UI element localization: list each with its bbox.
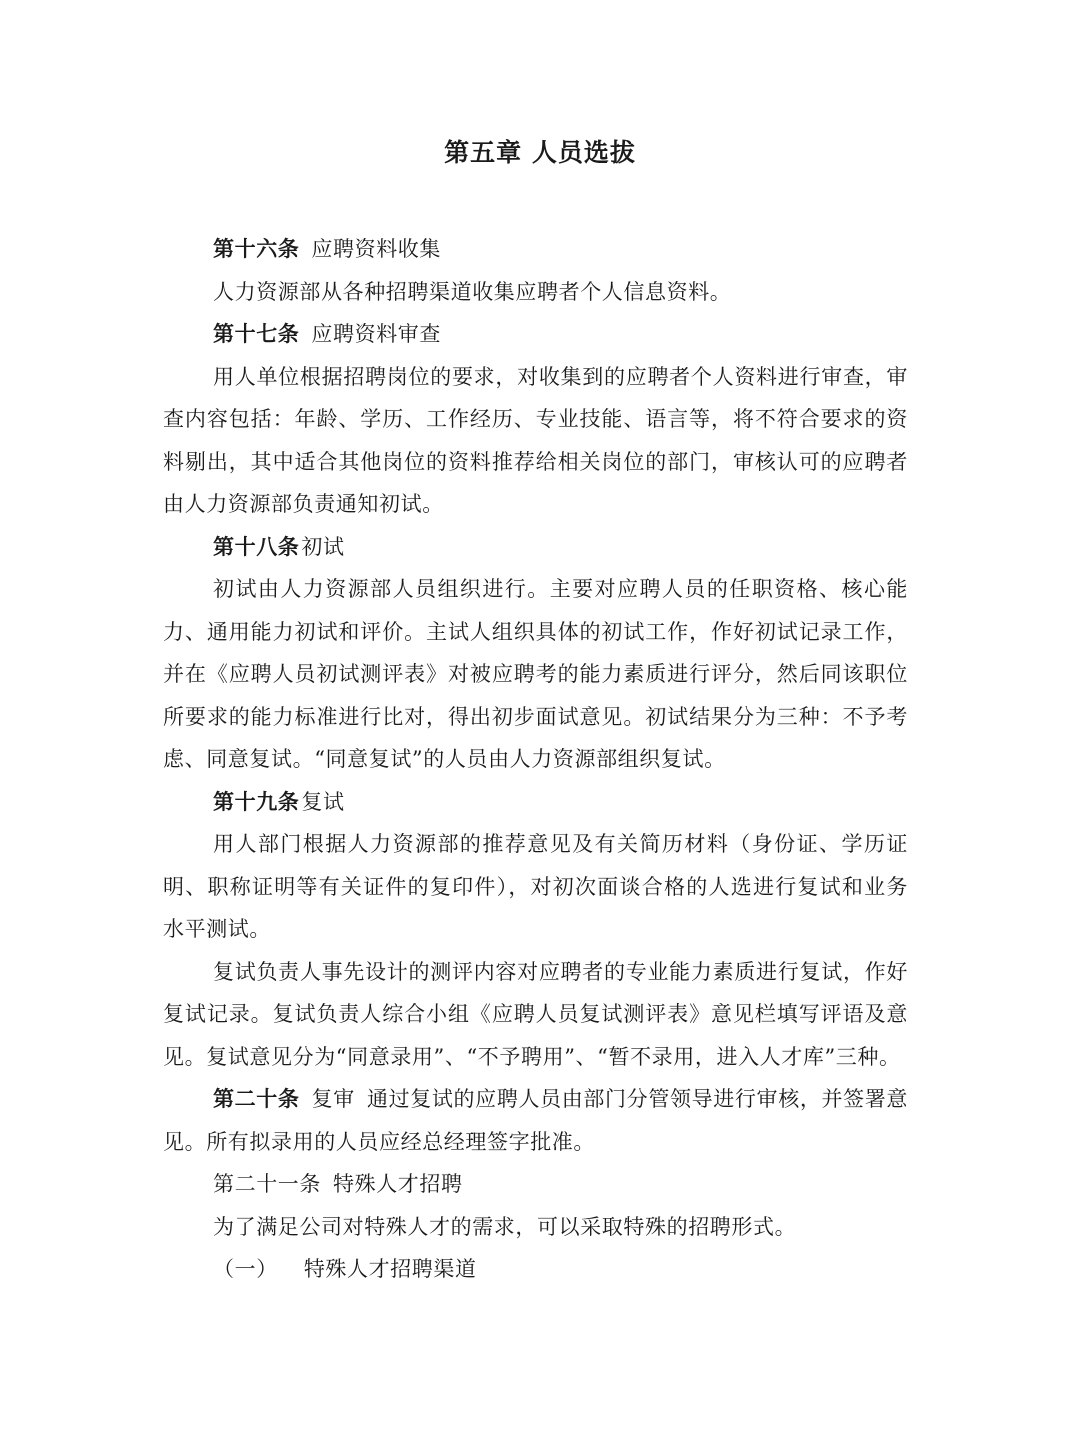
article-20-title: 复审 [311,1087,355,1111]
article-17-title: 应聘资料审查 [311,322,442,346]
sub-item-heading [163,1248,908,1291]
article-16-heading [163,228,908,271]
article-20-paragraph [163,1078,908,1163]
article-21-heading [163,1163,908,1206]
article-18-heading [163,526,908,569]
article-19-paragraph-1: 用人部门根据人力资源部的推荐意见及有关简历材料（身份证、学历证明、职称证明等有关证件的复印件），对初次面谈合格的人选进行复试和业务水平测试。 [163,832,908,941]
article-19-number: 第十九条 [213,788,300,814]
article-18-number: 第十八条 [213,533,300,559]
article-19-heading [163,781,908,824]
article-18-paragraph: 初试由人力资源部人员组织进行。主要对应聘人员的任职资格、核心能力、通用能力初试和评价。主试人组织具体的初试工作，作好初试记录工作，并在《应聘人员初试测评表》对被应聘考的能力素质进行评分，然后同该职位所要求的能力标准进行比对，得出初步面试意见。初试结果分为三种：不予考虑、同意复试。“同意复试”的人员由人力资源部组织复试。 [163,577,908,771]
article-17-heading [163,313,908,356]
chapter-title: 第五章 人员选拔 [444,138,636,167]
article-17-number: 第十七条 [213,321,300,346]
article-16-paragraph: 人力资源部从各种招聘渠道收集应聘者个人信息资料。 [213,279,732,304]
article-16-title: 应聘资料收集 [311,237,442,261]
article-20-text: 通过复试的应聘人员由部门分管领导进行审核，并签署意见。所有拟录用的人员应经总经理签字批准。 [163,1087,909,1154]
article-21-title: 特殊人才招聘 [333,1172,463,1196]
article-18-title: 初试 [301,534,345,559]
article-19-paragraph-2: 复试负责人事先设计的测评内容对应聘者的专业能力素质进行复试，作好复试记录。复试负责人综合小组《应聘人员复试测评表》意见栏填写评语及意见。复试意见分为“同意录用”、“不予聘用”、“暂不录用，进入人才库”三种。 [163,959,908,1069]
article-17-paragraph: 用人单位根据招聘岗位的要求，对收集到的应聘者个人资料进行审查，审查内容包括：年龄、学历、工作经历、专业技能、语言等，将不符合要求的资料剔出，其中适合其他岗位的资料推荐给相关岗位的部门，审核认可的应聘者由人力资源部负责通知初试。 [163,364,908,516]
article-20-number: 第二十条 [213,1086,300,1111]
sub-item-text: 特殊人才招聘渠道 [303,1257,477,1281]
article-21-paragraph: 为了满足公司对特殊人才的需求，可以采取特殊的招聘形式。 [213,1214,797,1239]
article-19-title: 复试 [301,789,345,814]
article-16-number: 第十六条 [213,236,300,261]
article-21-number: 第二十一条 [213,1172,321,1196]
document-body [163,228,908,1291]
sub-item-marker: （一） [213,1257,278,1281]
